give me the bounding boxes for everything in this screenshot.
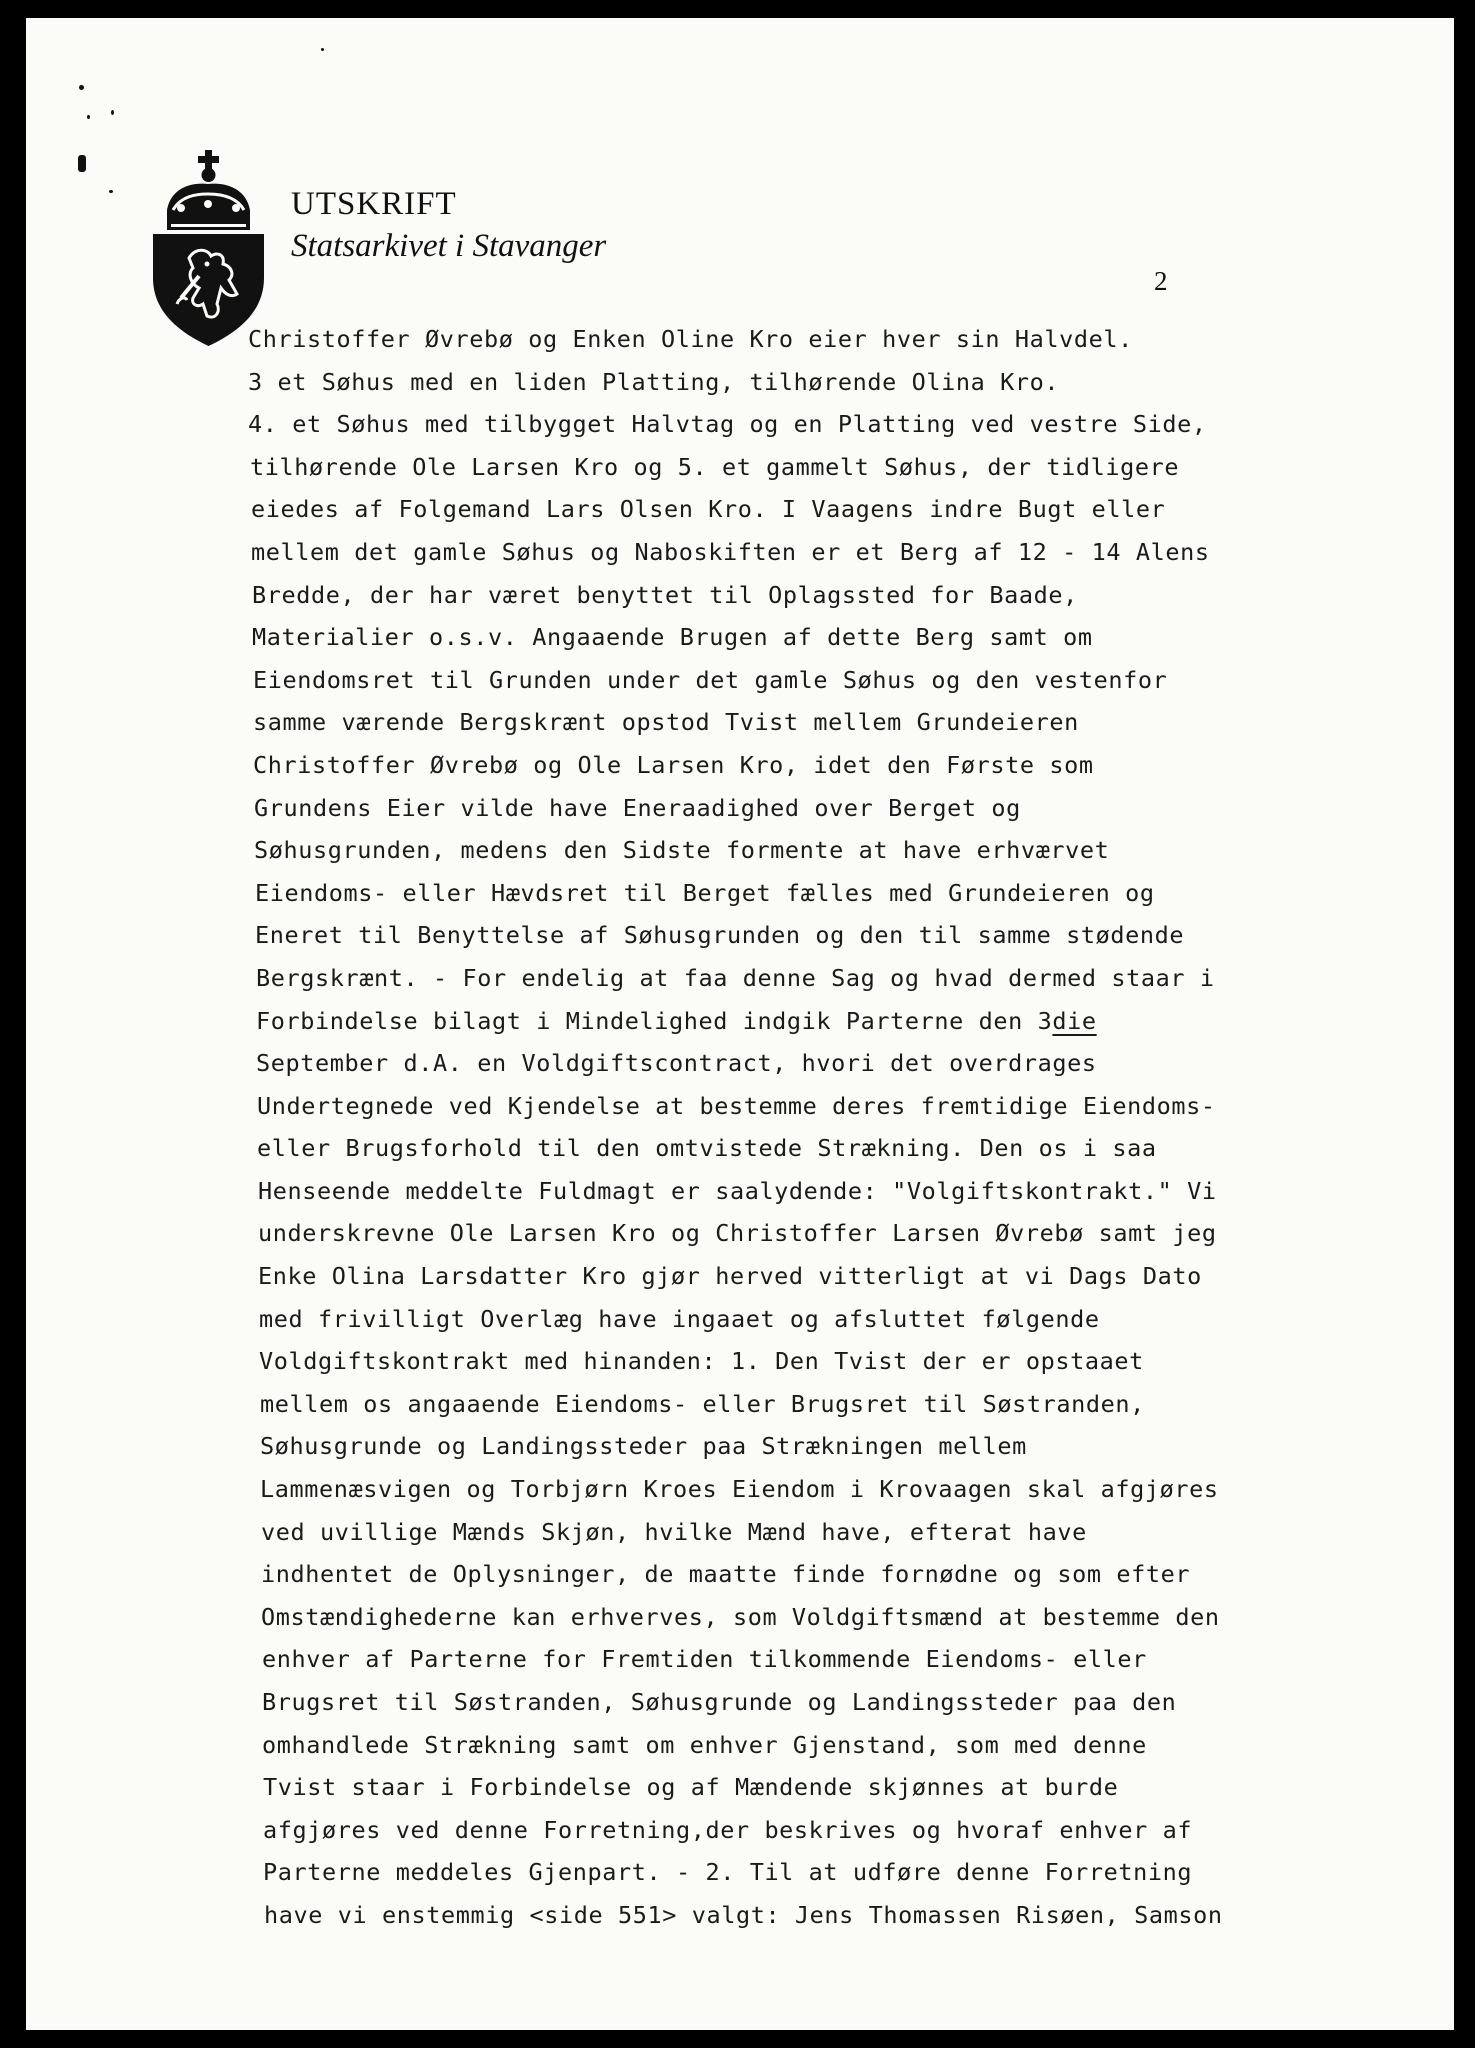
header-subtitle: Statsarkivet i Stavanger xyxy=(291,228,607,264)
text-line: med frivilligt Overlæg have ingaaet og afsluttet følgende xyxy=(259,1304,1100,1333)
text-line: 4. et Søhus med tilbygget Halvtag og en Platting ved vestre Side, xyxy=(248,410,1207,439)
text-line: Christoffer Øvrebø og Enken Oline Kro eier hver sin Halvdel. xyxy=(248,325,1133,353)
text-line: ved uvillige Mænds Skjøn, hvilke Mænd have, efterat have xyxy=(261,1517,1087,1546)
text-line: eller Brugsforhold til den omtvistede Strækning. Den os i saa xyxy=(257,1134,1157,1163)
text-line: Enke Olina Larsdatter Kro gjør herved vitterligt at vi Dags Dato xyxy=(258,1262,1202,1291)
underlined-word: die xyxy=(1052,1006,1097,1035)
document-page xyxy=(26,18,1454,2030)
text-line: mellem det gamle Søhus og Naboskiften er et Berg af 12 - 14 Alens xyxy=(251,537,1210,566)
scan-speck xyxy=(321,48,324,51)
text-line: Parterne meddeles Gjenpart. - 2. Til at udføre denne Forretning xyxy=(263,1858,1193,1887)
text-line: Omstændighederne kan erhverves, som Voldgiftsmænd at bestemme den xyxy=(261,1602,1220,1631)
scan-speck xyxy=(109,190,113,193)
text-line: Voldgiftskontrakt med hinanden: 1. Den Tvist der er opstaaet xyxy=(259,1347,1144,1376)
text-line: Christoffer Øvrebø og Ole Larsen Kro, idet den Første som xyxy=(253,750,1094,779)
text-line: 3 et Søhus med en liden Platting, tilhørende Olina Kro. xyxy=(248,367,1060,396)
header-title: UTSKRIFT xyxy=(291,186,457,222)
scan-speck xyxy=(111,110,114,115)
text-line: Søhusgrunde og Landingssteder paa Strækningen mellem xyxy=(260,1432,1027,1461)
text-line: Eneret til Benyttelse af Søhusgrunden og den til samme stødende xyxy=(255,921,1185,950)
text-line: Undertegnede ved Kjendelse at bestemme deres fremtidige Eiendoms- xyxy=(257,1091,1216,1120)
text-line: Henseende meddelte Fuldmagt er saalydende: "Volgiftskontrakt." Vi xyxy=(258,1176,1217,1205)
scan-speck xyxy=(79,85,84,90)
text-line: Forbindelse bilagt i Mindelighed indgik Parterne den 3die xyxy=(256,1006,1097,1035)
page-number: 2 xyxy=(1154,266,1168,296)
text-line: have vi enstemmig <side 551> valgt: Jens Thomassen Risøen, Samson xyxy=(264,1900,1223,1929)
text-line: Søhusgrunden, medens den Sidste formente at have erhværvet xyxy=(254,836,1110,865)
text-line: Materialier o.s.v. Angaaende Brugen af dette Berg samt om xyxy=(252,623,1093,652)
text-line: Bergskrænt. - For endelig at faa denne Sag og hvad dermed staar i xyxy=(256,963,1215,992)
text-line: mellem os angaaende Eiendoms- eller Brugsret til Søstranden, xyxy=(260,1389,1145,1418)
text-line: underskrevne Ole Larsen Kro og Christoffer Larsen Øvrebø samt jeg xyxy=(258,1219,1217,1248)
text-line: Eiendoms- eller Hævdsret til Berget fælles med Grundeieren og xyxy=(255,878,1155,907)
text-line: Lammenæsvigen og Torbjørn Kroes Eiendom i Krovaagen skal afgjøres xyxy=(260,1475,1219,1504)
text-line: enhver af Parterne for Fremtiden tilkommende Eiendoms- eller xyxy=(262,1645,1147,1674)
text-line: September d.A. en Voldgiftscontract, hvori det overdrages xyxy=(256,1049,1097,1078)
text-line: Eiendomsret til Grunden under det gamle Søhus og den vestenfor xyxy=(253,665,1168,694)
scan-speck xyxy=(87,115,90,119)
text-line: afgjøres ved denne Forretning,der beskrives og hvoraf enhver af xyxy=(263,1815,1193,1844)
text-line: Grundens Eier vilde have Eneraadighed over Berget og xyxy=(254,793,1021,822)
text-line: omhandlede Strækning samt om enhver Gjenstand, som med denne xyxy=(262,1730,1147,1759)
text-line: Bredde, der har været benyttet til Oplagssted for Baade, xyxy=(252,580,1078,609)
text-line: Brugsret til Søstranden, Søhusgrunde og Landingssteder paa den xyxy=(262,1688,1177,1716)
text-line: samme værende Bergskrænt opstod Tvist mellem Grundeieren xyxy=(253,708,1079,737)
text-line: Tvist staar i Forbindelse og af Mændende skjønnes at burde xyxy=(263,1773,1119,1802)
text-line: tilhørende Ole Larsen Kro og 5. et gammelt Søhus, der tidligere xyxy=(250,452,1180,481)
scan-speck xyxy=(78,155,86,172)
body-text xyxy=(248,318,1448,1937)
text-line: eiedes af Folgemand Lars Olsen Kro. I Vaagens indre Bugt eller xyxy=(251,495,1166,524)
text-line: indhentet de Oplysninger, de maatte finde fornødne og som efter xyxy=(261,1560,1191,1589)
